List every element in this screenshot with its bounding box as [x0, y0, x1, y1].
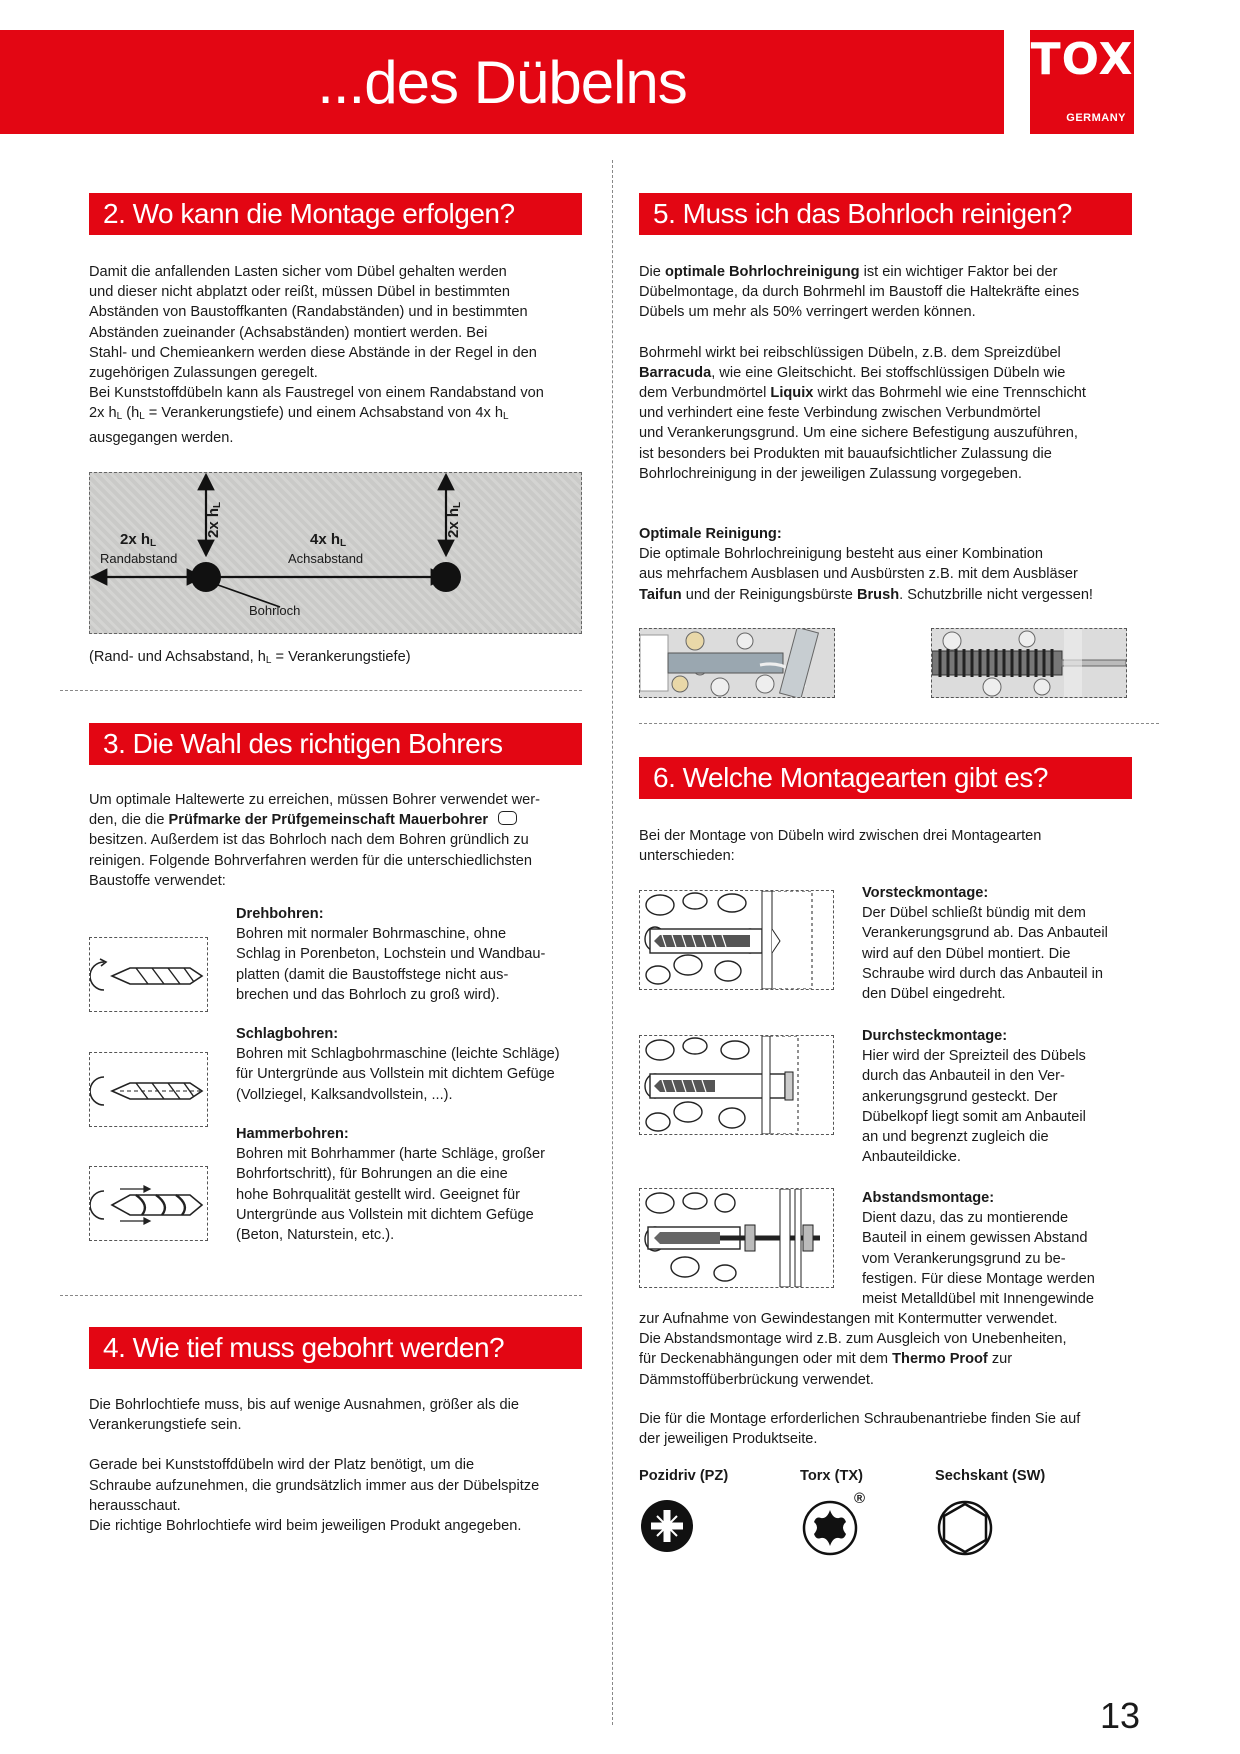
text-line: Barracuda, wie eine Gleitschicht. Bei stoffschlüssigen Dübeln wie — [639, 364, 1066, 381]
logo-subtext: GERMANY — [1066, 112, 1126, 124]
torx-icon — [802, 1498, 862, 1561]
text-line: Dient dazu, das zu montierende — [862, 1210, 1069, 1227]
text-line: Bei der Montage von Dübeln wird zwischen drei Montagearten — [639, 828, 1042, 844]
text-line: ankerungsgrund gesteckt. Der — [862, 1088, 1058, 1105]
text-line: an und begrenzt zugleich die — [862, 1129, 1049, 1146]
text-line: und dieser nicht abplatzt oder reißt, müssen Dübel in bestimmten — [89, 284, 510, 301]
text-line: (Vollziegel, Kalksandvollstein, ...). — [236, 1086, 453, 1103]
drive-label-sechskant: Sechskant (SW) — [935, 1468, 1046, 1484]
text-line: reinigen. Folgende Bohrverfahren werden für die unterschiedlichsten — [89, 852, 532, 869]
text-line: Die richtige Bohrlochtiefe wird beim jeweiligen Produkt angegeben. — [89, 1518, 522, 1535]
label-vert-left: 2x hL — [205, 501, 223, 538]
durchsteck-graphic — [640, 1036, 833, 1134]
drill-rotary-graphic — [90, 938, 207, 1011]
text-line: Der Dübel schließt bündig mit dem — [862, 905, 1086, 922]
bohrloch-right — [431, 562, 461, 592]
ausbuersten-image — [931, 628, 1127, 698]
method-title: Hammerbohren: — [236, 1126, 349, 1142]
hammerbohren-icon — [89, 1166, 208, 1241]
text-line: den, die die Prüfmarke der Prüfgemeinschaft Mauerbohrer — [89, 810, 599, 830]
abstandsmontage-text-wide — [639, 1309, 1159, 1390]
column-divider — [612, 160, 613, 1725]
text-line: der jeweiligen Produktseite. — [639, 1431, 818, 1448]
section-6-heading: 6. Welche Montagearten gibt es? — [639, 757, 1132, 799]
drive-label-pozidriv: Pozidriv (PZ) — [639, 1468, 729, 1484]
text-line: und Verankerungsgrund. Um eine sichere Befestigung auszuführen, — [639, 425, 1078, 442]
pruefmarke-icon — [498, 811, 517, 825]
ausblasen-image — [639, 628, 835, 698]
label-achsabstand: Achsabstand — [288, 551, 364, 566]
text-line: Dübels um mehr als 50% verringert werden können. — [639, 304, 976, 321]
text-line: (Beton, Naturstein, etc.). — [236, 1227, 395, 1244]
text-line: Bohrfortschritt), für Bohrungen an die eine — [236, 1166, 508, 1183]
text-line: platten (damit die Baustoffstege nicht aus- — [236, 966, 509, 983]
pozidriv-icon — [639, 1498, 695, 1559]
type-title: Vorsteckmontage: — [862, 885, 989, 901]
label-vert-right: 2x hL — [445, 501, 463, 538]
drives-intro — [639, 1409, 1159, 1449]
optimale-reinigung-text — [639, 524, 1159, 605]
text-line: Anbauteildicke. — [862, 1149, 961, 1166]
text-line: Schraube wird durch das Anbauteil in — [862, 965, 1103, 982]
durchsteckmontage-text — [862, 1026, 1162, 1167]
separator — [60, 690, 582, 691]
type-title: Durchsteckmontage: — [862, 1028, 1008, 1044]
method-title: Drehbohren: — [236, 906, 324, 922]
hammerbohren-text — [236, 1124, 596, 1245]
sechskant-icon — [935, 1498, 995, 1561]
diagram-caption: (Rand- und Achsabstand, hL = Verankerungstiefe) — [89, 649, 411, 666]
schlagbohren-icon — [89, 1052, 208, 1127]
spacer — [89, 1435, 599, 1455]
section-5-heading: 5. Muss ich das Bohrloch reinigen? — [639, 193, 1132, 235]
text-line: Die optimale Bohrlochreinigung besteht aus einer Kombination — [639, 546, 1044, 563]
bohrloch-left — [191, 562, 221, 592]
section-3-intro — [89, 790, 599, 891]
vorsteckmontage-image — [639, 890, 834, 990]
blow-out-graphic — [640, 629, 834, 697]
text-line: ausgegangen werden. — [89, 429, 234, 446]
text-line: Bauteil in einem gewissen Abstand — [862, 1230, 1088, 1247]
section-2-text — [89, 262, 599, 448]
text-line: Bohren mit Schlagbohrmaschine (leichte Schläge) — [236, 1046, 560, 1063]
text-line: Bohrmehl wirkt bei reibschlüssigen Dübeln, z.B. dem Spreizdübel — [639, 344, 1061, 361]
text-line: und verhindert eine feste Verbindung zwischen Verbundmörtel — [639, 405, 1041, 422]
section-3-heading: 3. Die Wahl des richtigen Bohrers — [89, 723, 582, 765]
text-line: Hier wird der Spreizteil des Dübels — [862, 1048, 1086, 1065]
text-line: brechen und das Bohrloch zu groß wird). — [236, 986, 500, 1003]
text-line: Abständen von Baustoffkanten (Randabständen) und in bestimmten — [89, 304, 528, 321]
text-line: Damit die anfallenden Lasten sicher vom Dübel gehalten werden — [89, 264, 507, 280]
logo-text: TOX — [1030, 34, 1134, 85]
text-line: Schlag in Porenbeton, Lochstein und Wandbau- — [236, 946, 546, 963]
text-line: Um optimale Haltewerte zu erreichen, müssen Bohrer verwendet wer- — [89, 792, 540, 808]
page-title: ...des Dübelns — [317, 48, 687, 116]
brush-graphic — [932, 629, 1126, 697]
text-line: festigen. Für diese Montage werden — [862, 1270, 1095, 1287]
text-line: Verankerungsgrund ab. Das Anbauteil — [862, 925, 1108, 942]
text-line: zur Aufnahme von Gewindestangen mit Kontermutter verwendet. — [639, 1311, 1058, 1327]
drill-hammer-graphic — [90, 1167, 207, 1240]
text-line: Dübelmontage, da durch Bohrmehl im Baustoff die Haltekräfte eines — [639, 284, 1080, 301]
text-line: meist Metalldübel mit Innengewinde — [862, 1291, 1095, 1308]
text-line: Bohrlochreinigung in der jeweiligen Zulassung vorgegeben. — [639, 465, 1022, 482]
section-5-text — [639, 262, 1159, 484]
drehbohren-icon — [89, 937, 208, 1012]
text-line: Untergründe aus Vollstein mit dichtem Gefüge — [236, 1206, 534, 1223]
label-randabstand: Randabstand — [100, 551, 178, 566]
text-line: den Dübel eingedreht. — [862, 986, 1006, 1003]
abstand-graphic — [640, 1189, 833, 1287]
text-line: 2x hL (hL = Verankerungstiefe) und einem Achsabstand von 4x hL — [89, 405, 509, 423]
text-line: Die optimale Bohrlochreinigung ist ein wichtiger Faktor bei der — [639, 264, 1058, 280]
text-line: für Untergründe aus Vollstein mit dichtem Gefüge — [236, 1066, 555, 1083]
label-4xhl: 4x hL — [310, 531, 347, 549]
text-line: Gerade bei Kunststoffdübeln wird der Platz benötigt, um die — [89, 1457, 475, 1474]
text-line: Dämmstoffüberbrückung verwendet. — [639, 1371, 874, 1388]
separator — [639, 723, 1159, 724]
text-line: besitzen. Außerdem ist das Bohrloch nach dem Bohren gründlich zu — [89, 832, 529, 849]
durchsteckmontage-image — [639, 1035, 834, 1135]
text-line: zugehörigen Zulassungen geregelt. — [89, 365, 318, 382]
text-line: Schraube aufzunehmen, die grundsätzlich immer aus der Dübelspitze — [89, 1477, 540, 1494]
abstandsmontage-text — [862, 1188, 1162, 1309]
type-title: Abstandsmontage: — [862, 1190, 995, 1206]
vorsteck-graphic — [640, 891, 833, 989]
text-line: ist besonders bei Produkten mit bauaufsichtlicher Zulassung die — [639, 445, 1052, 462]
registered-mark: ® — [854, 1490, 866, 1507]
text-line: durch das Anbauteil in den Ver- — [862, 1068, 1065, 1085]
text-line: für Deckenabhängungen oder mit dem Thermo Proof zur — [639, 1351, 1013, 1368]
subheading: Optimale Reinigung: — [639, 526, 782, 542]
label-2xhl: 2x hL — [120, 531, 157, 549]
text-line: hohe Bohrqualität gestellt wird. Geeignet für — [236, 1186, 520, 1203]
tox-logo — [1030, 30, 1134, 134]
drill-impact-graphic — [90, 1053, 207, 1126]
spacing-diagram — [89, 472, 582, 634]
text-line: Bei Kunststoffdübeln kann als Faustregel von einem Randabstand von — [89, 385, 544, 402]
section-4-heading: 4. Wie tief muss gebohrt werden? — [89, 1327, 582, 1369]
text-line: unterschieden: — [639, 848, 735, 865]
text-line: Taifun und der Reinigungsbürste Brush. Schutzbrille nicht vergessen! — [639, 586, 1093, 603]
text-line: herausschaut. — [89, 1497, 181, 1514]
text-line: Bohren mit normaler Bohrmaschine, ohne — [236, 926, 507, 943]
text-line: Abständen zueinander (Achsabständen) montiert werden. Bei — [89, 324, 488, 341]
text-line: Verankerungstiefe sein. — [89, 1417, 242, 1434]
schlagbohren-text — [236, 1024, 606, 1105]
text-line: vom Verankerungsgrund zu be- — [862, 1250, 1066, 1267]
text-line: Dübelkopf liegt somit am Anbauteil — [862, 1108, 1086, 1125]
drehbohren-text — [236, 904, 596, 1005]
text-line: Baustoffe verwendet: — [89, 872, 226, 889]
text-line: Die Bohrlochtiefe muss, bis auf wenige Ausnahmen, größer als die — [89, 1397, 519, 1413]
vorsteckmontage-text — [862, 883, 1162, 1004]
spacer — [639, 323, 1159, 343]
label-bohrloch: Bohrloch — [249, 603, 301, 618]
page-number: 13 — [1100, 1695, 1141, 1736]
section-4-text — [89, 1395, 599, 1536]
text-line: Stahl- und Chemieankern werden diese Abstände in der Regel in den — [89, 344, 537, 361]
text-line: aus mehrfachem Ausblasen und Ausbürsten z.B. mit dem Ausbläser — [639, 566, 1078, 583]
abstandsmontage-image — [639, 1188, 834, 1288]
section-6-intro — [639, 826, 1159, 866]
drive-label-torx: Torx (TX) — [800, 1468, 863, 1484]
text-line: Die für die Montage erforderlichen Schraubenantriebe finden Sie auf — [639, 1411, 1081, 1427]
separator — [60, 1295, 582, 1296]
text-line: Bohren mit Bohrhammer (harte Schläge, großer — [236, 1146, 546, 1163]
text-line: Die Abstandsmontage wird z.B. zum Ausgleich von Unebenheiten, — [639, 1331, 1067, 1348]
method-title: Schlagbohren: — [236, 1026, 339, 1042]
text-line: dem Verbundmörtel Liquix wirkt das Bohrmehl wie eine Trennschicht — [639, 385, 1086, 402]
section-2-heading: 2. Wo kann die Montage erfolgen? — [89, 193, 582, 235]
text-line: wird auf den Dübel montiert. Die — [862, 945, 1071, 962]
